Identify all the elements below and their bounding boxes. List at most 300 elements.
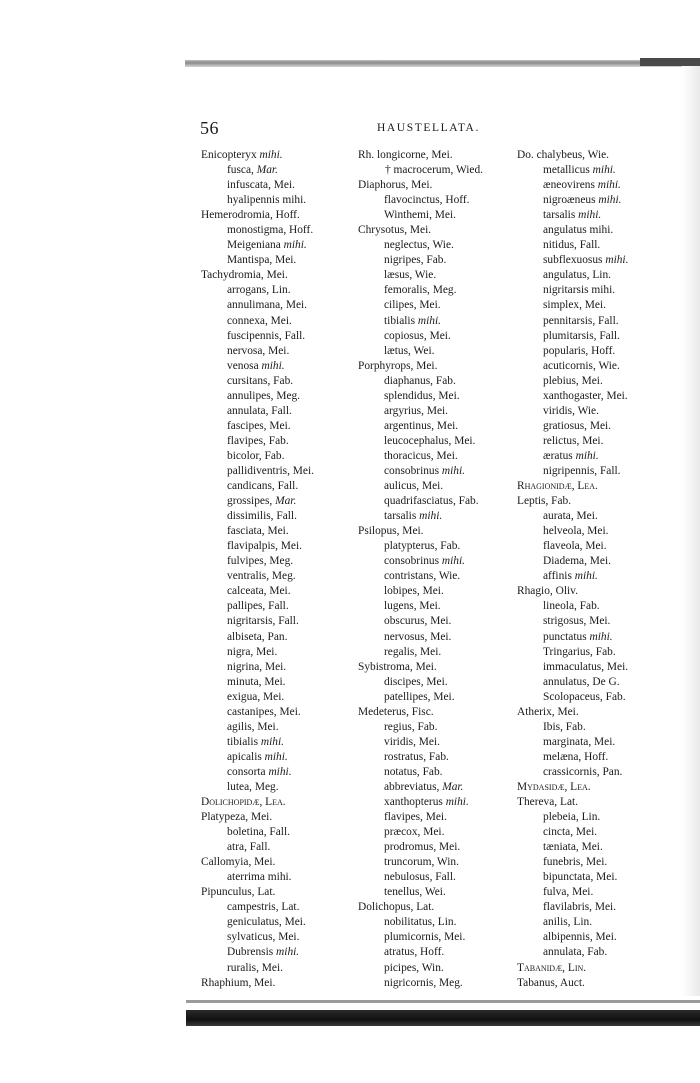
taxon-name: consobrinus bbox=[384, 464, 442, 477]
taxon-name: castanipes, Mei. bbox=[227, 705, 301, 718]
taxon-name: pennitarsis, Fall. bbox=[543, 314, 619, 327]
taxon-name: simplex, Mei. bbox=[543, 299, 606, 312]
species-entry bbox=[517, 645, 628, 660]
taxon-name: lugens, Mei. bbox=[384, 600, 441, 613]
taxon-name: Callomyia, Mei. bbox=[201, 856, 276, 869]
taxon-name: æneovirens bbox=[543, 179, 598, 192]
taxon-name: arrogans, Lin. bbox=[227, 284, 291, 297]
genus-entry bbox=[358, 705, 483, 720]
species-entry bbox=[201, 599, 314, 614]
species-entry bbox=[358, 675, 483, 690]
taxon-name: Hemerodromia, Hoff. bbox=[201, 209, 300, 222]
species-list-column-3 bbox=[517, 148, 628, 991]
taxon-name: gratiosus, Mei. bbox=[543, 419, 612, 432]
species-entry bbox=[358, 870, 483, 885]
species-entry bbox=[358, 193, 483, 208]
taxon-name: Tabanidæ, Lin. bbox=[517, 961, 587, 974]
taxon-name: Rhaphium, Mei. bbox=[201, 976, 276, 989]
taxon-name: Rhagionidæ, Lea. bbox=[517, 480, 598, 493]
taxon-name: præcox, Mei. bbox=[384, 826, 445, 839]
species-entry bbox=[358, 238, 483, 253]
taxon-name: copiosus, Mei. bbox=[384, 329, 451, 342]
taxon-name: ruralis, Mei. bbox=[227, 961, 283, 974]
taxon-name: tenellus, Wei. bbox=[384, 886, 446, 899]
species-entry bbox=[517, 193, 628, 208]
taxon-name: Meigeniana bbox=[227, 239, 284, 252]
species-entry bbox=[358, 329, 483, 344]
taxon-name: Enicopteryx bbox=[201, 149, 260, 161]
species-entry bbox=[517, 554, 628, 569]
species-entry bbox=[358, 268, 483, 283]
species-entry bbox=[201, 223, 314, 238]
species-entry bbox=[358, 464, 483, 479]
author-abbrev: mihi. bbox=[264, 750, 288, 763]
genus-entry bbox=[201, 148, 314, 163]
taxon-name: annulata, Fall. bbox=[227, 404, 292, 417]
taxon-name: Mantispa, Mei. bbox=[227, 254, 297, 267]
author-abbrev: mihi. bbox=[261, 359, 285, 372]
species-entry bbox=[517, 885, 628, 900]
taxon-name: annulimana, Mei. bbox=[227, 299, 308, 312]
genus-entry bbox=[201, 810, 314, 825]
taxon-name: agilis, Mei. bbox=[227, 720, 279, 733]
taxon-name: crassicornis, Pan. bbox=[543, 765, 623, 778]
taxon-name: Tringarius, Fab. bbox=[543, 645, 616, 658]
taxon-name: nigritarsis mihi. bbox=[543, 284, 616, 297]
species-entry bbox=[201, 539, 314, 554]
species-entry bbox=[517, 660, 628, 675]
species-entry bbox=[358, 795, 483, 810]
taxon-name: relictus, Mei. bbox=[543, 434, 604, 447]
species-entry bbox=[201, 584, 314, 599]
author-abbrev: Mar. bbox=[256, 164, 278, 177]
species-entry bbox=[517, 298, 628, 313]
species-entry bbox=[201, 765, 314, 780]
author-abbrev: mihi. bbox=[276, 946, 300, 959]
taxon-name: fuscipennis, Fall. bbox=[227, 329, 306, 342]
genus-entry bbox=[201, 976, 314, 991]
genus-entry bbox=[358, 148, 483, 163]
taxon-name: aurata, Mei. bbox=[543, 510, 598, 523]
species-entry bbox=[358, 449, 483, 464]
taxon-name: xanthopterus bbox=[384, 796, 446, 809]
species-entry bbox=[358, 855, 483, 870]
taxon-name: flavipalpis, Mei. bbox=[227, 540, 302, 553]
taxon-name: plebeia, Lin. bbox=[543, 811, 601, 824]
taxon-name: marginata, Mei. bbox=[543, 735, 616, 748]
species-entry bbox=[358, 389, 483, 404]
species-entry bbox=[201, 735, 314, 750]
species-entry bbox=[358, 479, 483, 494]
taxon-name: † macrocerum, Wied. bbox=[385, 164, 484, 177]
taxon-name: nigra, Mei. bbox=[227, 645, 278, 658]
taxon-name: fulvipes, Meg. bbox=[227, 555, 294, 568]
species-entry bbox=[358, 961, 483, 976]
taxon-name: nervosus, Mei. bbox=[384, 630, 452, 643]
species-entry bbox=[358, 810, 483, 825]
genus-entry bbox=[201, 855, 314, 870]
species-list-column-1 bbox=[201, 148, 314, 991]
author-abbrev: Mar. bbox=[275, 495, 297, 508]
taxon-name: Medeterus, Fisc. bbox=[358, 705, 434, 718]
species-entry bbox=[358, 915, 483, 930]
taxon-name: Psilopus, Mei. bbox=[358, 525, 424, 538]
species-entry bbox=[517, 735, 628, 750]
taxon-name: regalis, Mei. bbox=[384, 645, 442, 658]
taxon-name: Thereva, Lat. bbox=[517, 796, 579, 809]
taxon-name: flavipes, Fab. bbox=[227, 434, 289, 447]
taxon-name: ventralis, Meg. bbox=[227, 570, 296, 583]
taxon-name: aterrima mihi. bbox=[227, 871, 292, 884]
author-abbrev: mihi. bbox=[574, 570, 598, 583]
species-entry bbox=[517, 690, 628, 705]
taxon-name: nigroæneus bbox=[543, 194, 599, 207]
species-entry bbox=[201, 750, 314, 765]
species-entry bbox=[358, 645, 483, 660]
species-entry bbox=[358, 569, 483, 584]
taxon-name: regius, Fab. bbox=[384, 720, 438, 733]
species-entry bbox=[517, 283, 628, 298]
running-head: HAUSTELLATA. bbox=[377, 122, 480, 134]
species-entry bbox=[358, 208, 483, 223]
species-entry bbox=[201, 283, 314, 298]
genus-entry bbox=[201, 268, 314, 283]
species-entry bbox=[517, 314, 628, 329]
author-abbrev: mihi. bbox=[260, 735, 284, 748]
taxon-name: Pipunculus, Lat. bbox=[201, 886, 276, 899]
taxon-name: æratus bbox=[543, 449, 576, 462]
species-entry bbox=[358, 344, 483, 359]
species-entry bbox=[358, 840, 483, 855]
taxon-name: femoralis, Meg. bbox=[384, 284, 457, 297]
taxon-name: viridis, Mei. bbox=[384, 735, 441, 748]
author-abbrev: mihi. bbox=[283, 239, 307, 252]
taxon-name: Platypeza, Mei. bbox=[201, 811, 273, 824]
bottom-page-edge-thin bbox=[186, 1000, 700, 1003]
species-entry bbox=[201, 374, 314, 389]
author-abbrev: mihi. bbox=[445, 796, 469, 809]
taxon-name: Tabanus, Auct. bbox=[517, 976, 585, 989]
species-entry bbox=[201, 404, 314, 419]
species-entry bbox=[358, 374, 483, 389]
taxon-name: flavocinctus, Hoff. bbox=[384, 194, 470, 207]
species-entry bbox=[201, 660, 314, 675]
species-entry bbox=[517, 389, 628, 404]
species-entry bbox=[201, 193, 314, 208]
species-entry bbox=[517, 509, 628, 524]
taxon-name: truncorum, Win. bbox=[384, 856, 459, 869]
taxon-name: discipes, Mei. bbox=[384, 675, 448, 688]
taxon-name: Rh. longicorne, Mei. bbox=[358, 149, 453, 161]
taxon-name: lobipes, Mei. bbox=[384, 585, 444, 598]
species-entry bbox=[358, 584, 483, 599]
taxon-name: consorta bbox=[227, 765, 269, 778]
taxon-name: Mydasidæ, Lea. bbox=[517, 780, 591, 793]
taxon-name: annulatus, De G. bbox=[543, 675, 620, 688]
species-entry bbox=[358, 404, 483, 419]
taxon-name: metallicus bbox=[543, 164, 593, 177]
species-entry bbox=[201, 359, 314, 374]
genus-entry bbox=[358, 359, 483, 374]
genus-entry bbox=[201, 208, 314, 223]
taxon-name: rostratus, Fab. bbox=[384, 750, 449, 763]
species-entry bbox=[358, 630, 483, 645]
taxon-name: Rhagio, Oliv. bbox=[517, 585, 578, 598]
author-abbrev: mihi. bbox=[589, 630, 613, 643]
taxon-name: nigritarsis, Fall. bbox=[227, 615, 299, 628]
species-entry bbox=[358, 885, 483, 900]
taxon-name: funebris, Mei. bbox=[543, 856, 608, 869]
species-entry bbox=[517, 374, 628, 389]
taxon-name: læsus, Wie. bbox=[384, 269, 437, 282]
taxon-name: immaculatus, Mei. bbox=[543, 660, 629, 673]
species-entry bbox=[358, 930, 483, 945]
taxon-name: exigua, Mei. bbox=[227, 690, 285, 703]
author-abbrev: mihi. bbox=[598, 194, 622, 207]
species-entry bbox=[358, 976, 483, 991]
genus-entry bbox=[201, 885, 314, 900]
species-entry bbox=[358, 735, 483, 750]
species-entry bbox=[517, 945, 628, 960]
species-entry bbox=[201, 780, 314, 795]
taxon-name: bicolor, Fab. bbox=[227, 449, 285, 462]
species-entry bbox=[201, 298, 314, 313]
taxon-name: neglectus, Wie. bbox=[384, 239, 454, 252]
taxon-name: subflexuosus bbox=[543, 254, 606, 267]
species-entry bbox=[201, 238, 314, 253]
genus-entry bbox=[358, 660, 483, 675]
species-entry bbox=[517, 434, 628, 449]
taxon-name: calceata, Mei. bbox=[227, 585, 291, 598]
species-entry bbox=[358, 314, 483, 329]
species-entry bbox=[358, 539, 483, 554]
taxon-name: argyrius, Mei. bbox=[384, 404, 449, 417]
species-entry bbox=[201, 825, 314, 840]
taxon-name: atra, Fall. bbox=[227, 841, 271, 854]
taxon-name: Leptis, Fab. bbox=[517, 495, 572, 508]
species-entry bbox=[358, 614, 483, 629]
bottom-page-edge-rule bbox=[186, 1010, 700, 1026]
family-heading bbox=[517, 961, 628, 976]
taxon-name: Do. chalybeus, Wie. bbox=[517, 149, 610, 161]
species-entry bbox=[517, 464, 628, 479]
species-entry bbox=[201, 314, 314, 329]
species-entry bbox=[517, 750, 628, 765]
taxon-name: consobrinus bbox=[384, 555, 442, 568]
species-entry bbox=[358, 554, 483, 569]
taxon-name: xanthogaster, Mei. bbox=[543, 389, 628, 402]
page-number: 56 bbox=[200, 118, 219, 138]
family-heading bbox=[201, 795, 314, 810]
species-entry bbox=[517, 840, 628, 855]
species-entry bbox=[517, 630, 628, 645]
top-page-edge-shadow bbox=[640, 58, 700, 66]
taxon-name: Tachydromia, Mei. bbox=[201, 269, 288, 282]
taxon-name: flavilabris, Mei. bbox=[543, 901, 617, 914]
species-entry bbox=[358, 253, 483, 268]
genus-entry bbox=[517, 705, 628, 720]
species-entry bbox=[517, 404, 628, 419]
taxon-name: lætus, Wei. bbox=[384, 344, 435, 357]
taxon-name: abbreviatus, bbox=[384, 780, 443, 793]
species-entry bbox=[517, 855, 628, 870]
species-entry bbox=[201, 945, 314, 960]
genus-entry bbox=[358, 223, 483, 238]
taxon-name: annulata, Fab. bbox=[543, 946, 608, 959]
taxon-name: picipes, Win. bbox=[384, 961, 444, 974]
taxon-name: annulipes, Meg. bbox=[227, 389, 301, 402]
species-entry bbox=[517, 825, 628, 840]
species-entry bbox=[201, 915, 314, 930]
author-abbrev: mihi. bbox=[417, 314, 441, 327]
taxon-name: hyalipennis mihi. bbox=[227, 194, 307, 207]
species-entry bbox=[358, 494, 483, 509]
genus-entry bbox=[517, 795, 628, 810]
taxon-name: geniculatus, Mei. bbox=[227, 916, 306, 929]
taxon-name: nebulosus, Fall. bbox=[384, 871, 456, 884]
species-entry bbox=[358, 825, 483, 840]
species-entry bbox=[517, 765, 628, 780]
taxon-name: thoracicus, Mei. bbox=[384, 449, 458, 462]
genus-entry bbox=[517, 494, 628, 509]
species-entry bbox=[517, 329, 628, 344]
taxon-name: platypterus, Fab. bbox=[384, 540, 461, 553]
taxon-name: angulatus, Lin. bbox=[543, 269, 612, 282]
taxon-name: diaphanus, Fab. bbox=[384, 374, 456, 387]
taxon-name: Atherix, Mei. bbox=[517, 705, 579, 718]
taxon-name: Scolopaceus, Fab. bbox=[543, 690, 626, 703]
taxon-name: quadrifasciatus, Fab. bbox=[384, 495, 479, 508]
species-entry bbox=[201, 479, 314, 494]
author-abbrev: mihi. bbox=[441, 555, 466, 568]
taxon-name: Sybistroma, Mei. bbox=[358, 660, 437, 673]
taxon-name: nervosa, Mei. bbox=[227, 344, 290, 357]
taxon-name: patellipes, Mei. bbox=[384, 690, 455, 703]
author-abbrev: mihi. bbox=[441, 464, 466, 477]
species-entry bbox=[201, 720, 314, 735]
species-entry bbox=[517, 915, 628, 930]
species-entry bbox=[201, 344, 314, 359]
taxon-name: fusca, bbox=[227, 164, 257, 177]
taxon-name: flaveola, Mei. bbox=[543, 540, 607, 553]
taxon-name: nitidus, Fall. bbox=[543, 239, 601, 252]
species-entry bbox=[358, 780, 483, 795]
species-entry bbox=[358, 690, 483, 705]
species-entry bbox=[517, 870, 628, 885]
taxon-name: leucocephalus, Mei. bbox=[384, 434, 476, 447]
taxon-name: punctatus bbox=[543, 630, 590, 643]
genus-entry bbox=[517, 584, 628, 599]
taxon-name: Dubrensis bbox=[227, 946, 277, 959]
species-entry bbox=[517, 614, 628, 629]
genus-entry bbox=[517, 976, 628, 991]
top-page-edge-rule bbox=[185, 60, 700, 67]
family-heading bbox=[517, 780, 628, 795]
genus-entry bbox=[358, 524, 483, 539]
taxon-name: nobilitatus, Lin. bbox=[384, 916, 457, 929]
taxon-name: nigripes, Fab. bbox=[384, 254, 447, 267]
page-gutter-shadow bbox=[682, 66, 700, 996]
species-entry bbox=[201, 464, 314, 479]
taxon-name: melæna, Hoff. bbox=[543, 750, 609, 763]
species-entry bbox=[517, 268, 628, 283]
author-abbrev: mihi. bbox=[578, 209, 602, 222]
species-entry bbox=[358, 283, 483, 298]
taxon-name: minuta, Mei. bbox=[227, 675, 286, 688]
species-entry bbox=[201, 961, 314, 976]
taxon-name: strigosus, Mei. bbox=[543, 615, 611, 628]
species-entry bbox=[517, 930, 628, 945]
species-entry bbox=[358, 945, 483, 960]
taxon-name: acuticornis, Wie. bbox=[543, 359, 620, 372]
species-entry bbox=[201, 900, 314, 915]
author-abbrev: mihi. bbox=[597, 179, 621, 192]
species-entry bbox=[517, 569, 628, 584]
species-entry bbox=[201, 389, 314, 404]
taxon-name: Ibis, Fab. bbox=[543, 720, 586, 733]
species-entry bbox=[517, 208, 628, 223]
species-entry bbox=[201, 645, 314, 660]
species-entry bbox=[201, 163, 314, 178]
species-entry bbox=[201, 524, 314, 539]
taxon-name: plumicornis, Mei. bbox=[384, 931, 466, 944]
taxon-name: helveola, Mei. bbox=[543, 525, 609, 538]
species-entry bbox=[517, 599, 628, 614]
taxon-name: tibialis bbox=[227, 735, 261, 748]
species-entry bbox=[201, 329, 314, 344]
taxon-name: splendidus, Mei. bbox=[384, 389, 460, 402]
species-entry bbox=[517, 449, 628, 464]
species-entry bbox=[517, 539, 628, 554]
species-entry bbox=[517, 253, 628, 268]
species-entry bbox=[358, 750, 483, 765]
taxon-name: grossipes, bbox=[227, 495, 276, 508]
species-entry bbox=[358, 434, 483, 449]
taxon-name: pallipes, Fall. bbox=[227, 600, 289, 613]
taxon-name: plumitarsis, Fall. bbox=[543, 329, 620, 342]
species-entry bbox=[201, 449, 314, 464]
taxon-name: albiseta, Pan. bbox=[227, 630, 288, 643]
taxon-name: Dolichopidæ, Lea. bbox=[201, 796, 286, 809]
taxon-name: affinis bbox=[543, 570, 575, 583]
author-abbrev: mihi. bbox=[259, 149, 283, 161]
taxon-name: fasciata, Mei. bbox=[227, 525, 289, 538]
taxon-name: lutea, Meg. bbox=[227, 780, 279, 793]
taxon-name: popularis, Hoff. bbox=[543, 344, 616, 357]
species-entry bbox=[517, 419, 628, 434]
taxon-name: tarsalis bbox=[384, 510, 420, 523]
taxon-name: candicans, Fall. bbox=[227, 480, 299, 493]
species-entry bbox=[517, 163, 628, 178]
species-entry bbox=[201, 840, 314, 855]
species-entry bbox=[358, 419, 483, 434]
taxon-name: boletina, Fall. bbox=[227, 826, 290, 839]
taxon-name: plebius, Mei. bbox=[543, 374, 603, 387]
species-entry bbox=[201, 870, 314, 885]
taxon-name: monostigma, Hoff. bbox=[227, 224, 314, 237]
species-entry bbox=[201, 178, 314, 193]
taxon-name: contristans, Wie. bbox=[384, 570, 461, 583]
species-entry bbox=[517, 223, 628, 238]
species-entry bbox=[201, 675, 314, 690]
species-entry bbox=[201, 434, 314, 449]
family-heading bbox=[517, 479, 628, 494]
taxon-name: dissimilis, Fall. bbox=[227, 510, 297, 523]
author-abbrev: Mar. bbox=[442, 780, 464, 793]
species-entry bbox=[358, 720, 483, 735]
taxon-name: Winthemi, Mei. bbox=[384, 209, 456, 222]
species-entry bbox=[358, 509, 483, 524]
